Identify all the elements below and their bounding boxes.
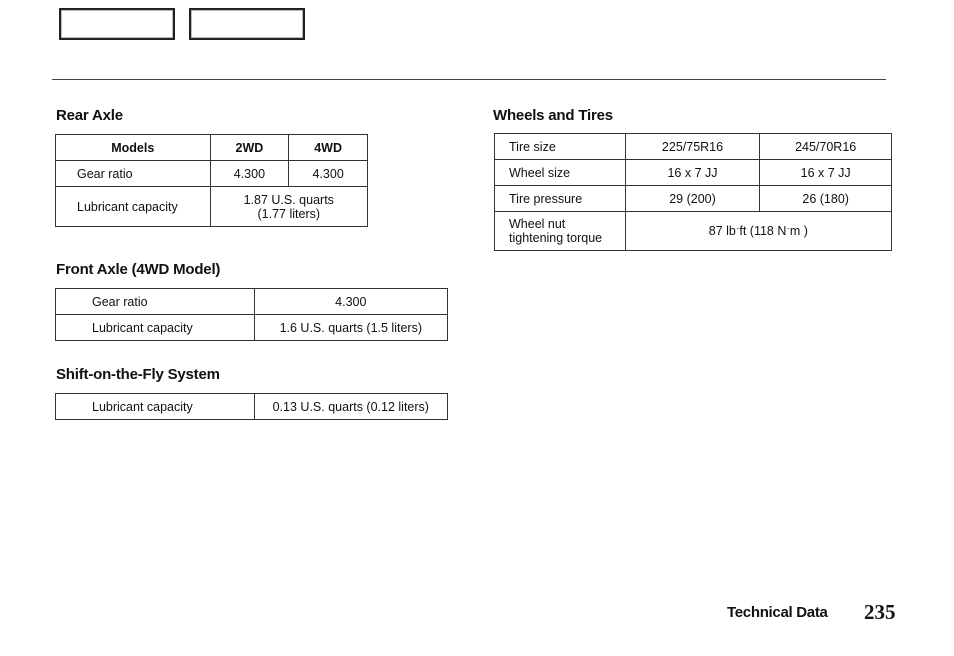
rear-axle-table	[55, 134, 368, 227]
tire-pressure-value-1: 29 (200)	[625, 186, 760, 212]
gear-ratio-label: Gear ratio	[56, 161, 211, 187]
lubricant-capacity-value	[210, 187, 367, 227]
lubricant-value-line1: 1.87 U.S. quarts	[243, 192, 334, 207]
shift-lubricant-value: 0.13 U.S. quarts (0.12 liters)	[254, 394, 447, 420]
wheels-tires-table	[494, 133, 892, 251]
table-row	[56, 289, 448, 315]
2wd-header: 2WD	[210, 135, 289, 161]
table-row	[495, 212, 892, 251]
rear-axle-heading: Rear Axle	[56, 107, 123, 124]
wheel-size-value-1: 16 x 7 JJ	[625, 160, 760, 186]
page-number: 235	[864, 600, 896, 624]
shift-on-the-fly-table	[55, 393, 448, 420]
table-row	[495, 186, 892, 212]
torque-label	[495, 212, 626, 251]
tire-size-label: Tire size	[495, 134, 626, 160]
header-divider	[52, 79, 886, 80]
models-header: Models	[56, 135, 211, 161]
front-lubricant-value: 1.6 U.S. quarts (1.5 liters)	[254, 315, 447, 341]
section-title: Technical Data	[727, 604, 828, 621]
wheels-tires-heading: Wheels and Tires	[493, 107, 613, 124]
table-row	[495, 160, 892, 186]
shift-lubricant-label: Lubricant capacity	[56, 394, 255, 420]
lubricant-capacity-label: Lubricant capacity	[56, 187, 211, 227]
front-lubricant-label: Lubricant capacity	[56, 315, 255, 341]
table-row	[495, 134, 892, 160]
wheel-size-label: Wheel size	[495, 160, 626, 186]
front-axle-heading: Front Axle (4WD Model)	[56, 261, 221, 278]
front-axle-table	[55, 288, 448, 341]
gear-ratio-2wd: 4.300	[210, 161, 289, 187]
torque-label-line1: Wheel nut	[509, 217, 566, 231]
tire-pressure-value-2: 26 (180)	[760, 186, 892, 212]
tire-pressure-label: Tire pressure	[495, 186, 626, 212]
tire-size-value-2: 245/70R16	[760, 134, 892, 160]
table-row	[56, 315, 448, 341]
table-row	[56, 187, 368, 227]
front-gear-ratio-value: 4.300	[254, 289, 447, 315]
torque-value: 87 lbˑft (118 Nˑm )	[625, 212, 891, 251]
shift-on-the-fly-heading: Shift-on-the-Fly System	[56, 366, 220, 383]
table-row	[56, 161, 368, 187]
wheel-size-value-2: 16 x 7 JJ	[760, 160, 892, 186]
table-row	[56, 135, 368, 161]
lubricant-value-line2: (1.77 liters)	[257, 206, 321, 221]
4wd-header: 4WD	[289, 135, 368, 161]
table-row	[56, 394, 448, 420]
nav-button-previous[interactable]	[59, 8, 175, 40]
nav-button-next[interactable]	[189, 8, 305, 40]
front-gear-ratio-label: Gear ratio	[56, 289, 255, 315]
tire-size-value-1: 225/75R16	[625, 134, 760, 160]
torque-label-line2: tightening torque	[509, 231, 603, 245]
gear-ratio-4wd: 4.300	[289, 161, 368, 187]
